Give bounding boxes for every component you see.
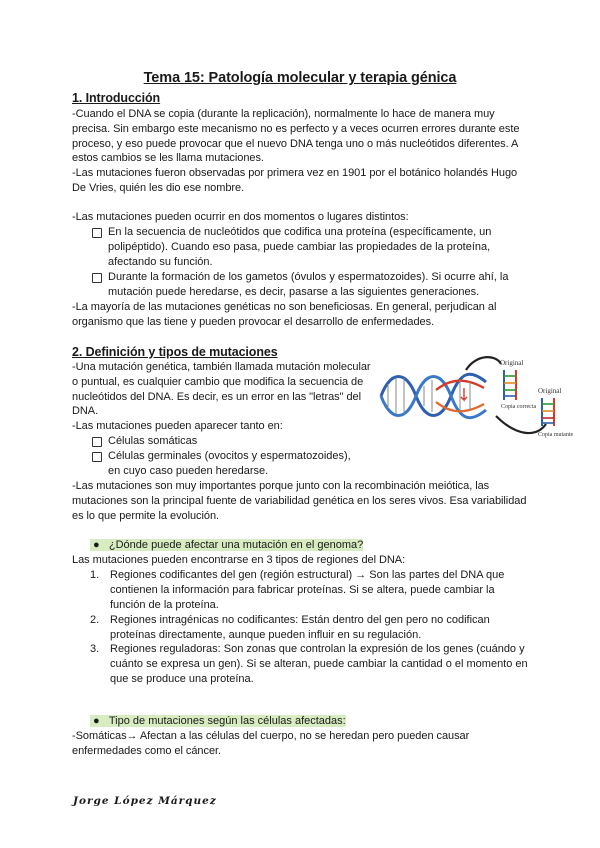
list-item-text: Regiones reguladoras: Son zonas que controlan la expresión de los genes (cuándo y cuánto se expresa un gen). Si se alteran, puede cambiar la cantidad o el momento en que se produce una proteína. [110,643,528,685]
section-2-paragraph-3: -Las mutaciones son muy importantes porque junto con la recombinación meiótica, las mutaciones son la principal fuente de variabilidad genética en los seres vivos. Esa variabilidad es lo que permite la evolución. [72,480,527,522]
author-signature: Jorge López Márquez [73,795,217,807]
checkbox[interactable] [92,452,102,462]
figure-label-copia-mutante: Copia mutante [538,432,574,438]
section-1-paragraph-3: -Las mutaciones pueden ocurrir en dos momentos o lugares distintos: [72,211,409,223]
dna-original-top [504,370,516,400]
list-item-text: Regiones intragénicas no codificantes: Están dentro del gen pero no codifican proteínas directamente, aunque pueden influir en su regulación. [110,614,490,641]
curved-arrow-bottom [496,416,546,433]
section-1-paragraph-4: -La mayoría de las mutaciones genéticas no son beneficiosas. En general, perjudican al organismo que las tiene y pueden provocar el desarrollo de enfermedades. [72,301,497,328]
page-title: Tema 15: Patología molecular y terapia génica [143,70,457,86]
cells-bullet-text: Tipo de mutaciones según las células afectadas: [108,715,346,727]
list-number: 1. [90,569,100,581]
list-number: 3. [90,643,100,655]
section-1-paragraph-1: -Cuando el DNA se copia (durante la replicación), normalmente lo hace de manera muy precisa. Sin embargo este mecanismo no es perfecto y a veces ocurren errores durante este proceso, y eso puede provocar que el nuevo DNA tenga uno o más nucleótidos diferentes. A estos cambios se les llama mutaciones. [72,108,520,165]
checklist-item-text: Durante la formación de los gametos (óvulos y espermatozoides). Si ocurre ahí, la mutación puede heredarse, es decir, pasarse a las siguientes generaciones. [108,271,509,298]
bullet-dot-icon: ● [90,539,109,551]
checklist-item-text: Células germinales (ovocitos y espermatozoides), en cuyo caso pueden heredarse. [108,450,351,477]
dna-original-right [542,398,554,426]
genome-bullet [90,538,363,553]
list-number: 2. [90,614,100,626]
arrow-down-icon [461,388,467,400]
genome-intro: Las mutaciones pueden encontrarse en 3 tipos de regiones del DNA: [72,554,406,566]
checkbox[interactable] [92,437,102,447]
section-2-paragraph-2: -Las mutaciones pueden aparecer tanto en: [72,420,283,432]
section-1-heading: 1. Introducción [72,91,161,105]
figure-label-copia-correcta: Copia correcta [501,404,537,410]
checklist-item-text: Células somáticas [108,435,198,447]
checkbox[interactable] [92,273,102,283]
section-2-paragraph-1: -Una mutación genética, también llamada mutación molecular o puntual, es cualquier cambio que modifica la secuencia de nucleótidos del DNA. Es decir, es un error en las "letras" del DNA. [72,361,371,418]
section-2-heading: 2. Definición y tipos de mutaciones [72,345,278,359]
curved-arrow-top [466,357,501,370]
cells-paragraph-1: -Somáticas→ Afectan a las células del cuerpo, no se heredan pero pueden causar enfermedades como el cáncer. [72,730,470,757]
figure-label-original-top: Original [500,359,524,367]
cells-bullet [90,714,346,729]
bullet-dot-icon: ● [90,715,109,727]
checklist-item-text: En la secuencia de nucleótidos que codifica una proteína (específicamente, un polipéptido). Cuando eso pasa, puede cambiar las propiedades de la proteína, afectando su función. [108,226,492,268]
figure-label-original-right: Original [538,387,562,395]
dna-replication-figure [376,350,576,442]
checkbox[interactable] [92,228,102,238]
list-item-text: Regiones codificantes del gen (región estructural) → Son las partes del DNA que contienen la información para fabricar proteínas. Si se altera, puede cambiar la función de la proteína. [110,569,505,611]
section-1-paragraph-2: -Las mutaciones fueron observadas por primera vez en 1901 por el botánico holandés Hugo De Vries, quién les dio ese nombre. [72,167,518,194]
genome-bullet-text: ¿Dónde puede afectar una mutación en el genoma? [108,539,364,551]
